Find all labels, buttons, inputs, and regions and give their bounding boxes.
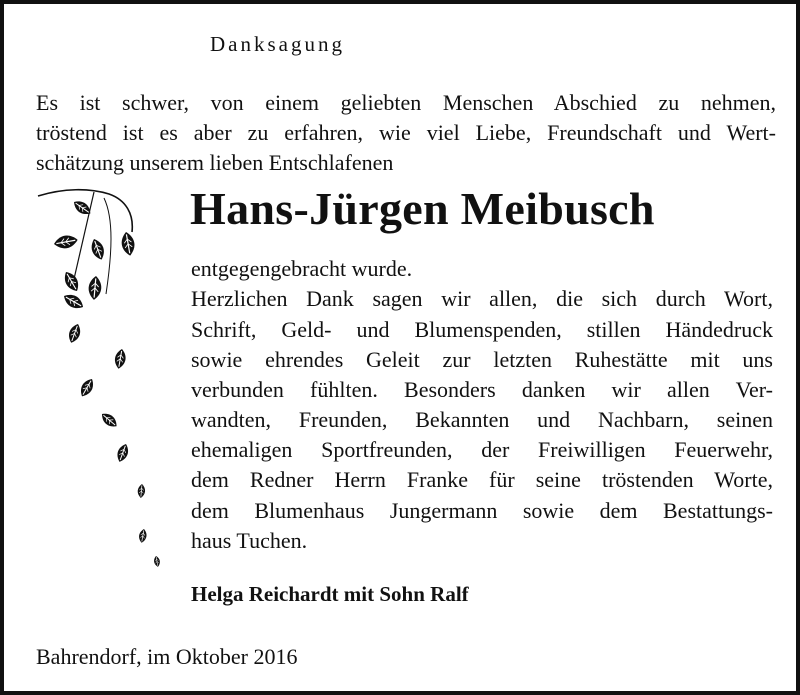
intro-line: Es ist schwer, von einem geliebten Menschen Abschied zu nehmen, xyxy=(36,90,776,115)
body-line: Schrift, Geld- und Blumenspenden, stillen Händedruck xyxy=(191,317,773,342)
place-date: Bahrendorf, im Oktober 2016 xyxy=(36,644,298,669)
body-line: sowie ehrendes Geleit zur letzten Ruhestätte mit uns xyxy=(191,347,773,372)
body-line: ehemaligen Sportfreunden, der Freiwilligen Feuerwehr, xyxy=(191,437,773,462)
deceased-name: Hans-Jürgen Meibusch xyxy=(190,183,655,234)
body-line: dem Redner Herrn Franke für seine tröstenden Worte, xyxy=(191,467,773,492)
intro-line: schätzung unserem lieben Entschlafenen xyxy=(36,150,394,175)
body-line: Herzlichen Dank sagen wir allen, die sich durch Wort, xyxy=(191,286,773,311)
intro-line: tröstend ist es aber zu erfahren, wie viel Liebe, Freundschaft und Wert- xyxy=(36,120,776,145)
body-line: entgegengebracht wurde. xyxy=(191,256,413,281)
notice-heading: Danksagung xyxy=(210,32,345,56)
signature: Helga Reichardt mit Sohn Ralf xyxy=(191,582,469,606)
body-line: verbunden fühlten. Besonders danken wir allen Ver- xyxy=(191,377,773,402)
body-line: wandten, Freunden, Bekannten und Nachbarn, seinen xyxy=(191,407,773,432)
body-line: dem Blumenhaus Jungermann sowie dem Bestattungs- xyxy=(191,498,773,523)
body-line: haus Tuchen. xyxy=(191,528,308,553)
birch-leaves-branch-icon xyxy=(34,184,174,584)
